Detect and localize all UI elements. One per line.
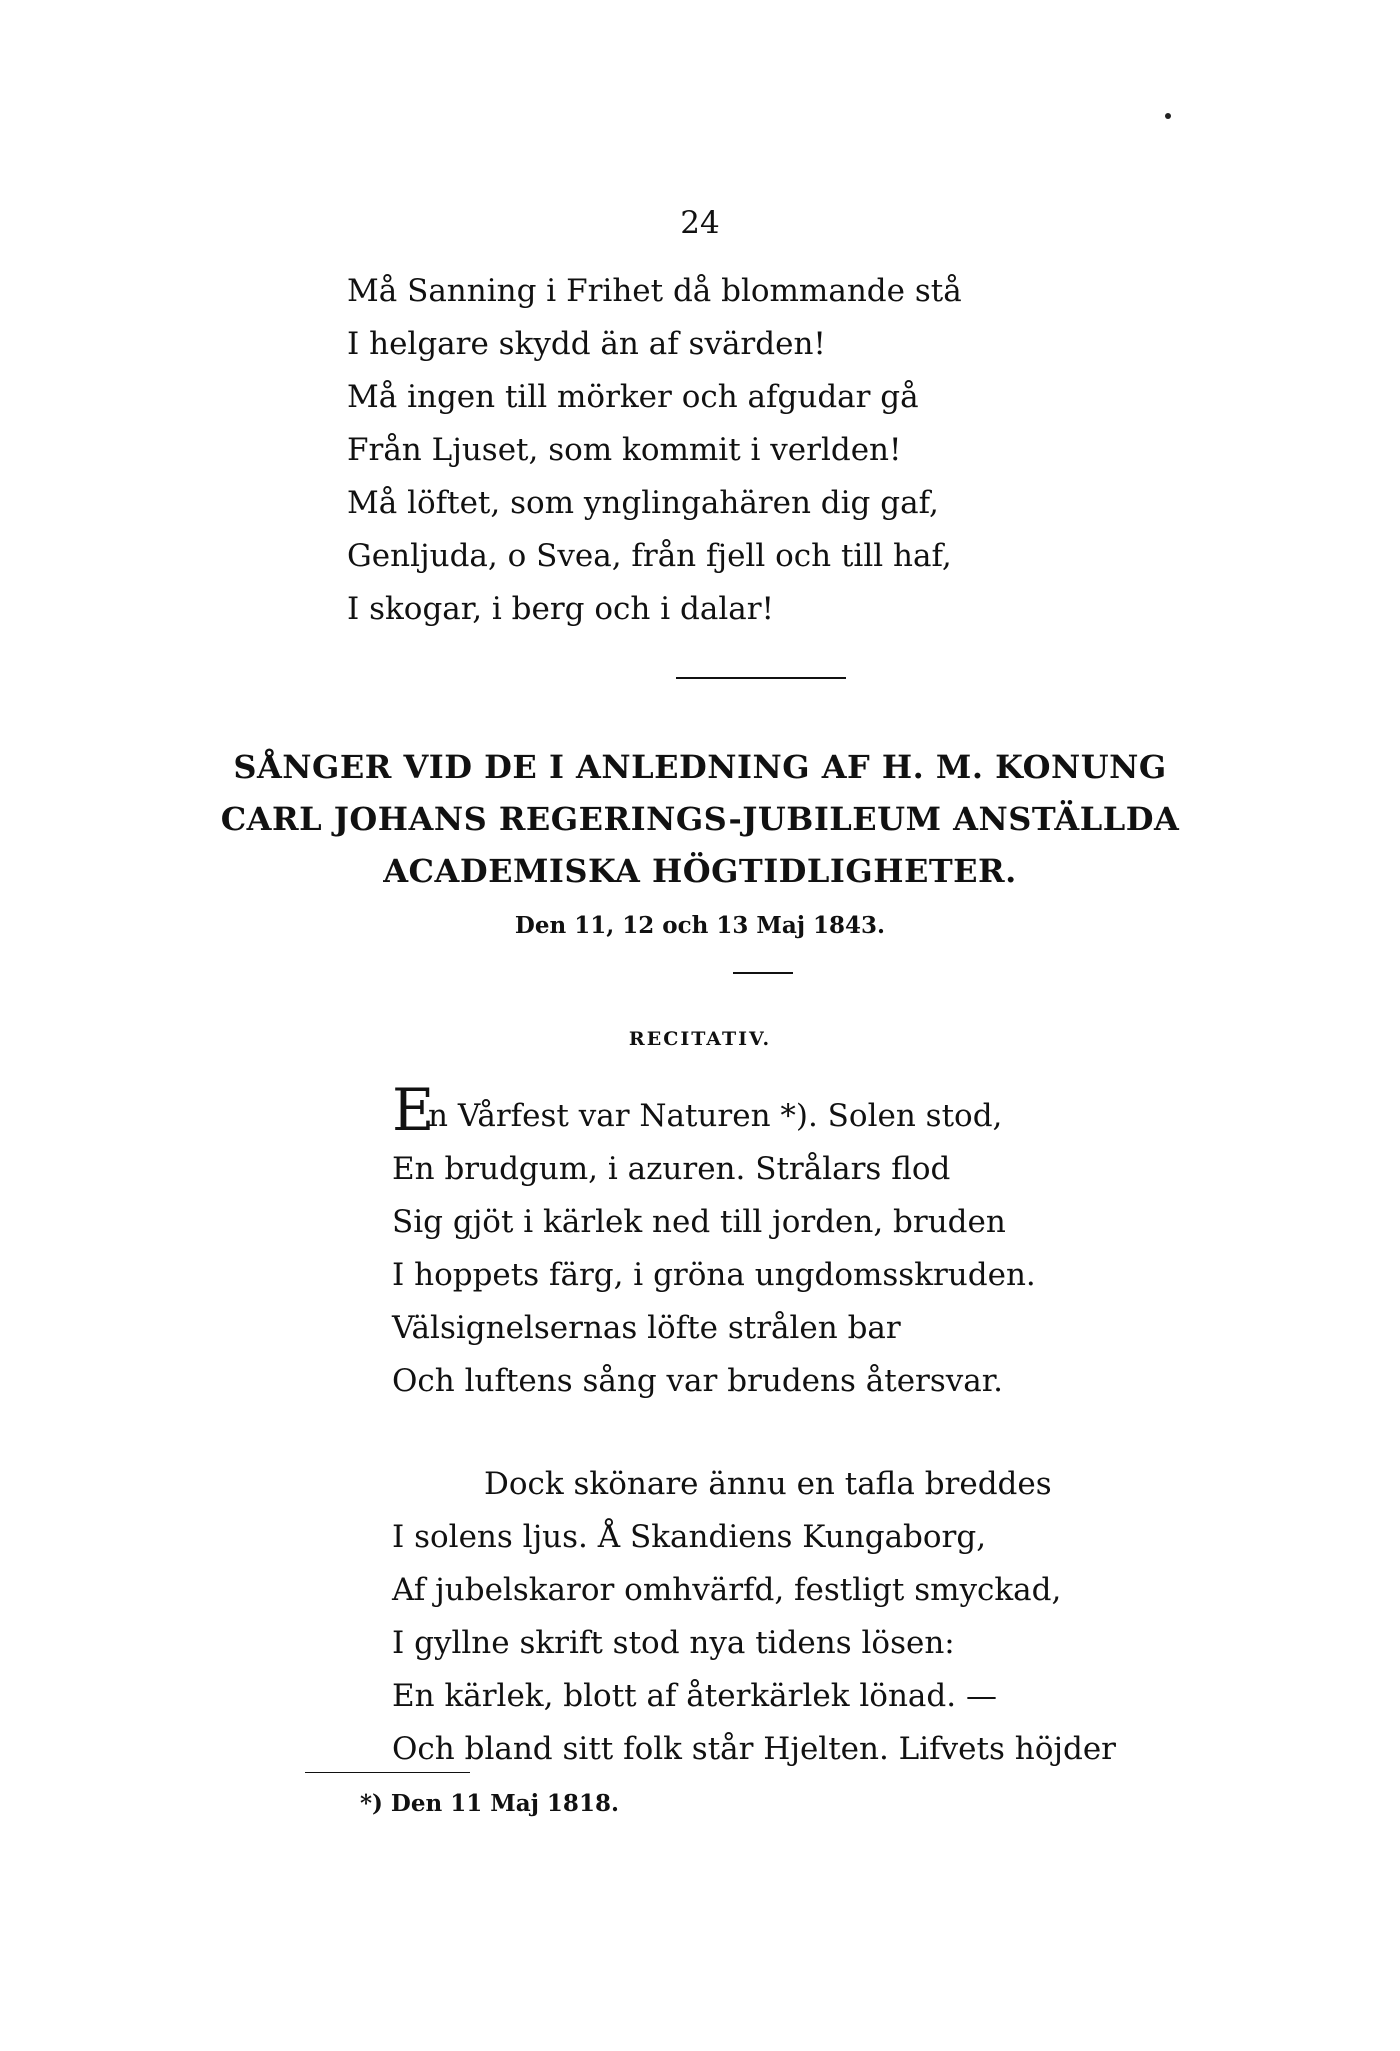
- verse-line: Af jubelskaror omhvärfd, festligt smyckad,: [392, 1572, 1062, 1608]
- verse-line: En kärlek, blott af återkärlek lönad. —: [392, 1678, 997, 1714]
- verse-line: I solens ljus. Å Skandiens Kungaborg,: [392, 1519, 987, 1555]
- title-line: CARL JOHANS REGERINGS-JUBILEUM ANSTÄLLDA: [220, 800, 1180, 838]
- verse-line: Och luftens sång var brudens återsvar.: [392, 1363, 1004, 1399]
- verse-line: Från Ljuset, som kommit i verlden!: [347, 432, 902, 468]
- verse-line: Sig gjöt i kärlek ned till jorden, bruden: [392, 1204, 1006, 1240]
- title-line: ACADEMISKA HÖGTIDLIGHETER.: [383, 852, 1017, 890]
- poem-stanza-3: [392, 1511, 1116, 1776]
- poem-stanza-1: [347, 265, 962, 636]
- page-number: 24: [680, 205, 720, 241]
- footnote: *) Den 11 Maj 1818.: [360, 1790, 619, 1817]
- verse-line: Dock skönare ännu en tafla breddes: [484, 1466, 1052, 1502]
- title-line: SÅNGER VID DE I ANLEDNING AF H. M. KONUNG: [233, 748, 1167, 786]
- verse-line: Må ingen till mörker och afgudar gå: [347, 379, 919, 415]
- section-label: RECITATIV.: [628, 1028, 772, 1050]
- verse-line: I gyllne skrift stod nya tidens lösen:: [392, 1625, 955, 1661]
- verse-line: Välsignelsernas löfte strålen bar: [392, 1310, 901, 1346]
- verse-line: En brudgum, i azuren. Strålars flod: [392, 1151, 951, 1187]
- verse-line: n Vårfest var Naturen *). Solen stod,: [428, 1098, 1003, 1134]
- ink-speck: [1165, 113, 1171, 119]
- verse-line: Genljuda, o Svea, från fjell och till haf,: [347, 538, 952, 574]
- poem-stanza-2: [392, 1090, 1036, 1408]
- verse-line: Må Sanning i Frihet då blommande stå: [347, 273, 962, 309]
- section-divider: [676, 677, 846, 679]
- poem-stanza-3-opening: [484, 1458, 1052, 1511]
- footnote-rule: [305, 1772, 470, 1773]
- dateline: Den 11, 12 och 13 Maj 1843.: [514, 912, 886, 939]
- verse-line: Må löftet, som ynglingahären dig gaf,: [347, 485, 939, 521]
- drop-cap: E: [392, 1076, 435, 1144]
- verse-line: I helgare skydd än af svärden!: [347, 326, 826, 362]
- short-divider: [733, 972, 793, 974]
- verse-line: I hoppets färg, i gröna ungdomsskruden.: [392, 1257, 1036, 1293]
- verse-line: I skogar, i berg och i dalar!: [347, 591, 774, 627]
- verse-line: Och bland sitt folk står Hjelten. Lifvets höjder: [392, 1731, 1116, 1767]
